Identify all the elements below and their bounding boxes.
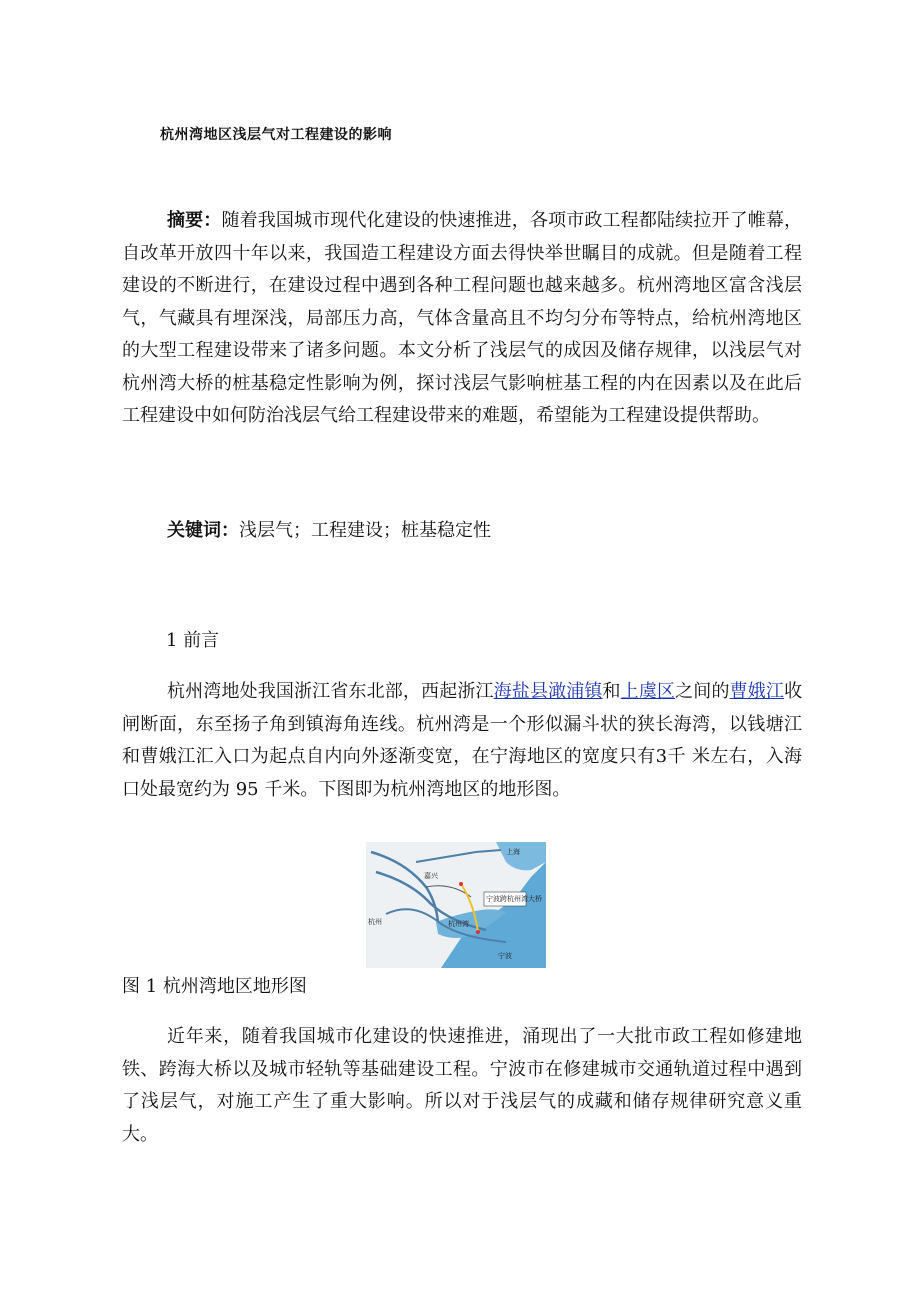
- abstract-label: 摘要：: [167, 210, 222, 231]
- map-label-ningbo: 宁波: [498, 952, 512, 960]
- intro-text-2: 和: [602, 681, 621, 702]
- map-label-shanghai: 上海: [506, 848, 520, 856]
- section-heading: 1 前言: [166, 630, 220, 651]
- link-shangyu[interactable]: 上虞区: [620, 681, 676, 702]
- recent-paragraph: 近年来，随着我国城市化建设的快速推进，涌现出了一大批市政工程如修建地铁、跨海大桥以及城市轻轨等基础建设工程。宁波市在修建城市交通轨道过程中遇到了浅层气，对施工产生了重大影响。所以对于浅层气的成藏和储存规律研究意义重大。: [122, 1026, 802, 1145]
- map-label-hangzhou: 杭州: [368, 918, 382, 926]
- figure-caption: 图 1 杭州湾地区地形图: [122, 976, 307, 997]
- abstract-text: 随着我国城市现代化建设的快速推进，各项市政工程都陆续拉开了帷幕，自改革开放四十年以来，我国造工程建设方面去得快举世瞩目的成就。但是随着工程建设的不断进行，在建设过程中遇到各种工程问题也越来越多。杭州湾地区富含浅层气，气藏具有埋深浅，局部压力高，气体含量高且不均匀分布等特点，给杭州湾地区的大型工程建设带来了诸多问题。本文分析了浅层气的成因及储存规律，以浅层气对杭州湾大桥的桩基稳定性影响为例，探讨浅层气影响桩基工程的内在因素以及在此后工程建设中如何防治浅层气给工程建设带来的难题，希望能为工程建设提供帮助。: [122, 210, 803, 426]
- keywords-label: 关键词：: [167, 520, 239, 541]
- hangzhou-bay-map: [366, 842, 546, 968]
- map-label-jiaxing: 嘉兴: [424, 872, 438, 880]
- intro-paragraph: [122, 676, 802, 806]
- link-caoe[interactable]: 曹娥江: [729, 681, 785, 702]
- bridge-note-label: 宁波跨杭州湾大桥: [486, 895, 542, 903]
- map-label-bay: 杭州湾: [448, 920, 469, 928]
- abstract-paragraph: [122, 205, 802, 433]
- keywords-paragraph: [122, 515, 802, 548]
- keywords-text: 浅层气；工程建设；桩基稳定性: [239, 520, 491, 541]
- intro-text-1: 杭州湾地处我国浙江省东北部，西起浙江: [167, 681, 494, 702]
- document-title: 杭州湾地区浅层气对工程建设的影响: [160, 127, 392, 143]
- link-haiyan[interactable]: 海盐县澉浦镇: [493, 681, 603, 702]
- intro-text-3: 之间的: [675, 681, 730, 702]
- intro-text-4: 收闸断面，东至扬子角到镇海角连线。杭州湾是一个形似漏斗状的狭长海湾，以钱塘江和曹娥江汇入口为起点自内向外逐渐变宽，在宁海地区的宽度只有3千 米左右，入海口处最宽约为 95 千米。下图即为杭州湾地区的地形图。: [122, 681, 803, 800]
